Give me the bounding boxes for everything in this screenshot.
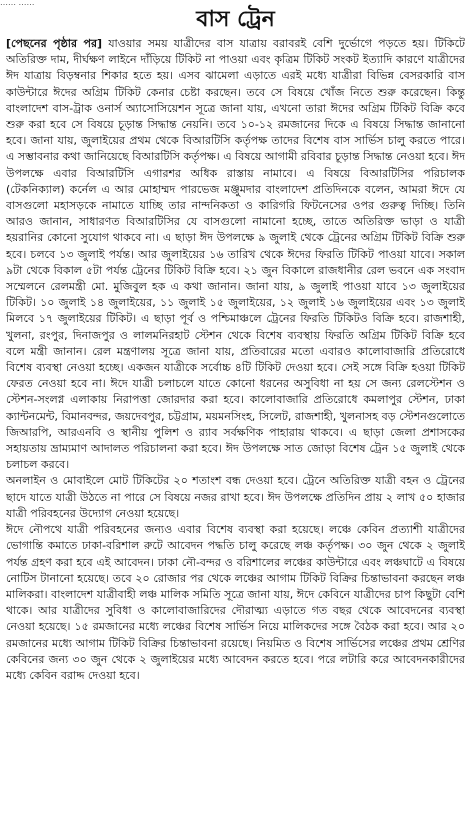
article-body	[6, 36, 465, 816]
article-paragraph-3: ঈদে নৌপথে যাত্রী পরিবহনের জন্যও এবার বিশেষ ব্যবস্থা করা হয়েছে। লঞ্চে কেবিন প্রত্যাশী যাত্রীদের ভোগান্তি কমাতে ঢাকা-বরিশাল রুটে আবেদন পদ্ধতি চালু করেছে লঞ্চ কর্তৃপক্ষ। ৩০ জুন থেকে ২ জুলাই পর্যন্ত গ্রহণ করা হবে এই আবেদন। ঢাকা নৌ-বন্দর ও বরিশালের লঞ্চের কাউন্টারে এবং লঞ্চঘাটে এ বিষয়ে নোটিস টানানো হয়েছে। তবে ২০ রোজার পর থেকে লঞ্চের আগাম টিকিট বিক্রির চিন্তাভাবনা করছেন লঞ্চ মালিকরা। বাংলাদেশ যাত্রীবাহী লঞ্চ মালিক সমিতি সূত্রে জানা যায়, ঈদে কেবিনে যাত্রীদের চাপ কিছুটা বেশি থাকে। আর যাত্রীদের সুবিধা ও কালোবাজারিদের দৌরাত্ম্য এড়াতে গত বছর থেকে আবেদনের ব্যবস্থা নেওয়া হয়েছে। ১৫ রমজানের মধ্যে লঞ্চের বিশেষ সার্ভিস নিয়ে মালিকদের সঙ্গে বৈঠক করা হবে। আর ২০ রমজানের মধ্যে আগাম টিকিট বিক্রির চিন্তাভাবনা রয়েছে। নিয়মিত ও বিশেষ সার্ভিসের লঞ্চের প্রথম শ্রেণির কেবিনের জন্য ৩০ জুন থেকে ২ জুলাইয়ের মধ্যে আবেদন করতে হবে। পরে লটারি করে আবেদনকারীদের মধ্যে কেবিন বরাদ্দ দেওয়া হবে।	[6, 523, 465, 682]
paragraph-text-1: যাওয়ার সময় যাত্রীদের বাস যাত্রায় বরাবরই বেশি দুর্ভোগে পড়তে হয়। টিকিটে অতিরিক্ত দাম, দীর্ঘক্ষণ লাইনে দাঁড়িয়ে টিকিট না পাওয়া এবং কৃত্রিম টিকিট সংকট ইত্যাদি কারণে যাত্রীদের ঈদ যাত্রায় বিড়ম্বনার শিকার হতে হয়। এসব ঝামেলা এড়াতে এরই মধ্যে যাত্রীরা বিভিন্ন বেসরকারি বাস কাউন্টারে ঈদের অগ্রিম টিকিট কেনার চেষ্টা করছেন। তবে সে বিষয়ে খোঁজ নিতে শুরু করেছেন। কিন্তু বাংলাদেশ বাস-ট্রাক ওনার্স অ্যাসোসিয়েশন সূত্রে জানা যায়, এখনো তারা ঈদের অগ্রিম টিকিট বিক্রি কবে শুরু করা হবে সে বিষয়ে চূড়ান্ত সিদ্ধান্ত নেয়নি। তবে ১০-১২ রমজানের দিকে এ বিষয়ে সিদ্ধান্ত জানানো হবে। জানা যায়, জুলাইয়ের প্রথম থেকে বিআরটিসি কর্তৃপক্ষ তাদের বিশেষ বাস সার্ভিস চালু করতে পারে। এ সম্ভাবনার কথা জানিয়েছে বিআরটিসি কর্তৃপক্ষ। এ বিষয়ে আগামী রবিবার চূড়ান্ত সিদ্ধান্ত নেওয়া হবে। ঈদ উপলক্ষে এবার বিআরটিসি এগারশর অধিক রাস্তায় নামাবে। এ বিষয়ে বিআরটিসির পরিচালক (টেকনিক্যাল) কর্নেল এ আর মোহাম্মদ পারভেজ মঞ্জুমদার বাংলাদেশ প্রতিদিনকে বলেন, আমরা ঈদে যে বাসগুলো মহাসড়কে নামাতে যাচ্ছি তার নান্দনিকতা ও কারিগরি ফিটনেসের ওপর গুরুত্ব দিচ্ছি। তিনি আরও জানান, সাধারণত বিআরটিসির যে বাসগুলো নামানো হচ্ছে, তাতে অতিরিক্ত ভাড়া ও যাত্রী হয়রানির কোনো সুযোগ থাকবে না। এ ছাড়া ঈদ উপলক্ষে ৯ জুলাই থেকে ট্রেনের অগ্রিম টিকিট বিক্রি শুরু হবে। চলবে ১৩ জুলাই পর্যন্ত। আর জুলাইয়ের ১৬ তারিখ থেকে ঈদের ফিরতি টিকিট পাওয়া যাবে। সকাল ৯টা থেকে বিকাল ৫টা পর্যন্ত ট্রেনের টিকিট বিক্রি হবে। ২১ জুন বিকালে রাজধানীর রেল ভবনে এক সংবাদ সম্মেলনে রেলমন্ত্রী মো. মুজিবুল হক এ কথা জানান। জানা যায়, ৯ জুলাই পাওয়া যাবে ১৩ জুলাইয়ের টিকিট। ১০ জুলাই ১৪ জুলাইয়ের, ১১ জুলাই ১৫ জুলাইয়ের, ১২ জুলাই ১৬ জুলাইয়ের এবং ১৩ জুলাই মিলবে ১৭ জুলাইয়ের টিকিট। এ ছাড়া পূর্ব ও পশ্চিমাঞ্চলে ট্রেনের ফিরতি টিকিটও বিক্রি হবে। রাজশাহী, খুলনা, রংপুর, দিনাজপুর ও লালমনিরহাট স্টেশন থেকে বিশেষ ব্যবস্থায় ফিরতি অগ্রিম টিকিট বিক্রি হবে বলে মন্ত্রী জানান। রেল মন্ত্রণালয় সূত্রে জানা যায়, প্রতিবারের মতো এবারও কালোবাজারি প্রতিরোধে বিশেষ ব্যবস্থা নেওয়া হচ্ছে। একজন যাত্রীকে সর্বোচ্চ ৪টি টিকিট দেওয়া হবে। সেই সঙ্গে বিক্রি হওয়া টিকিট ফেরত নেওয়া হবে না। ঈদে যাত্রী চলাচলে যাতে কোনো ধরনের অসুবিধা না হয় সে জন্য রেলস্টেশন ও স্টেশন-সংলগ্ন এলাকায় নিরাপত্তা জোরদার করা হবে। কালোবাজারি প্রতিরোধে কমলাপুর স্টেশন, ঢাকা ক্যান্টনমেন্ট, বিমানবন্দর, জয়দেবপুর, চট্টগ্রাম, ময়মনসিংহ, সিলেট, রাজশাহী, খুলনাসহ বড় স্টেশনগুলোতে জিআরপি, আরএনবি ও স্থানীয় পুলিশ ও র‍্যাব সর্বক্ষণিক পাহারায় থাকবে। এ ছাড়া জেলা প্রশাসকের সহায়তায় ভ্রাম্যমাণ আদালত পরিচালনা করা হবে। ঈদ উপলক্ষে সাত জোড়া বিশেষ ট্রেন ১৫ জুলাই থেকে চলাচল করবে।	[6, 37, 465, 472]
article-headline: বাস ট্রেন	[196, 7, 275, 32]
article-paragraph-2: অনলাইন ও মোবাইলে মোট টিকিটের ২০ শতাংশ বন্ধ দেওয়া হবে। ট্রেনে অতিরিক্ত যাত্রী বহন ও ট্রেনের ছাদে যাতে যাত্রী উঠতে না পারে সে বিষয়ে নজর রাখা হবে। ঈদ উপলক্ষে প্রতিদিন প্রায় ২ লাখ ৫০ হাজার যাত্রী পরিবহনের উদ্যোগ নেওয়া হয়েছে।	[6, 474, 465, 520]
previous-column-strip: …… ……	[0, 0, 35, 6]
article-paragraph-1	[6, 36, 465, 473]
continuation-marker: [পেছনের পৃষ্ঠার পর]	[6, 37, 103, 50]
